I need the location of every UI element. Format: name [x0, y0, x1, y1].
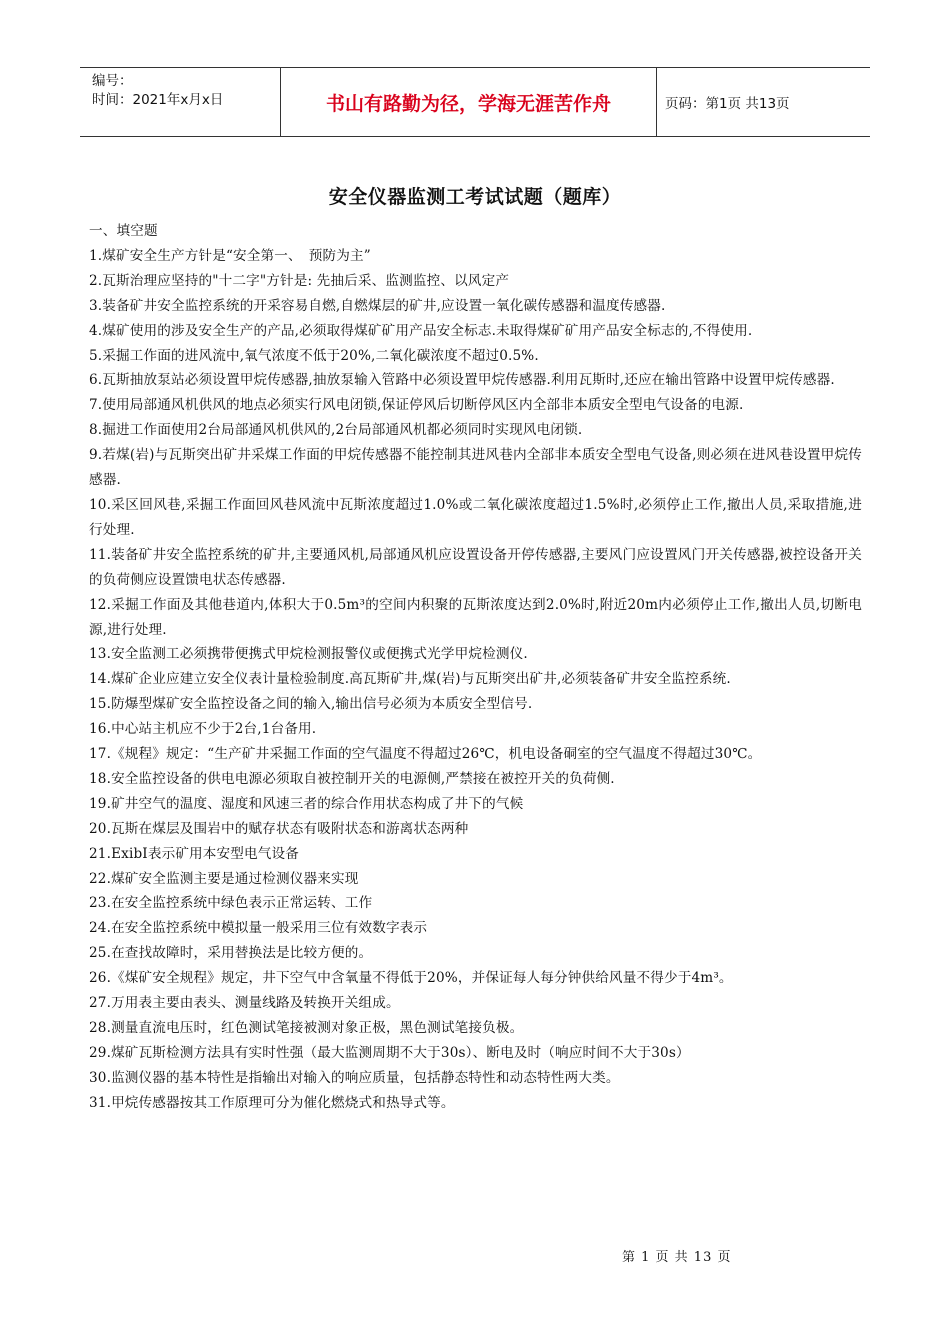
document-title: 安全仪器监测工考试试题（题库） — [328, 186, 622, 208]
question-item: 9.若煤(岩)与瓦斯突出矿井采煤工作面的甲烷传感器不能控制其进风巷内全部非本质安全型电气设备,则必须在进风巷设置甲烷传感器. — [89, 447, 862, 489]
question-item: 14.煤矿企业应建立安全仪表计量检验制度.高瓦斯矿井,煤(岩)与瓦斯突出矿井,必须装备矿井安全监控系统. — [89, 671, 731, 688]
header-motto: 书山有路勤为径，学海无涯苦作舟 — [281, 68, 657, 136]
question-item: 13.安全监测工必须携带便携式甲烷检测报警仪或便携式光学甲烷检测仪. — [89, 646, 528, 663]
page-footer: 第 1 页 共 13 页 — [622, 1250, 732, 1265]
header-meta — [80, 68, 281, 136]
question-item: 26.《煤矿安全规程》规定，井下空气中含氧量不得低于20%，并保证每人每分钟供给风量不得少于4m³。 — [89, 970, 733, 987]
section-heading: 一、填空题 — [89, 223, 158, 239]
question-item: 4.煤矿使用的涉及安全生产的产品,必须取得煤矿矿用产品安全标志.未取得煤矿矿用产品安全标志的,不得使用. — [89, 322, 753, 339]
question-item: 24.在安全监控系统中模拟量一般采用三位有效数字表示 — [89, 920, 428, 937]
question-item: 16.中心站主机应不少于2台,1台备用. — [89, 721, 317, 738]
question-item: 21.ExibI表示矿用本安型电气设备 — [89, 845, 300, 862]
question-item: 25.在查找故障时，采用替换法是比较方便的。 — [89, 945, 373, 962]
question-item: 12.采掘工作面及其他巷道内,体积大于0.5m³的空间内积聚的瓦斯浓度达到2.0%时,附近20m内必须停止工作,撤出人员,切断电源,进行处理. — [89, 596, 862, 638]
question-item: 6.瓦斯抽放泵站必须设置甲烷传感器,抽放泵输入管路中必须设置甲烷传感器.利用瓦斯时,还应在输出管路中设置甲烷传感器. — [89, 372, 835, 389]
question-item: 17.《规程》规定：“生产矿井采掘工作面的空气温度不得超过26℃，机电设备硐室的空气温度不得超过30℃。 — [89, 746, 762, 763]
question-item: 7.使用局部通风机供风的地点必须实行风电闭锁,保证停风后切断停风区内全部非本质安全型电气设备的电源. — [89, 397, 744, 414]
question-item: 10.采区回风巷,采掘工作面回风巷风流中瓦斯浓度超过1.0%或二氧化碳浓度超过1.5%时,必须停止工作,撤出人员,采取措施,进行处理. — [89, 496, 862, 538]
question-item: 27.万用表主要由表头、测量线路及转换开关组成。 — [89, 995, 400, 1012]
question-item: 1.煤矿安全生产方针是“安全第一、 预防为主” — [89, 247, 371, 264]
question-item: 23.在安全监控系统中绿色表示正常运转、工作 — [89, 895, 373, 912]
question-list — [89, 244, 862, 1116]
number-label: 编号： — [92, 73, 133, 89]
question-item: 11.装备矿井安全监控系统的矿井,主要通风机,局部通风机应设置设备开停传感器,主要风门应设置风门开关传感器,被控设备开关的负荷侧应设置馈电状态传感器. — [89, 546, 862, 588]
question-item: 8.掘进工作面使用2台局部通风机供风的,2台局部通风机都必须同时实现风电闭锁. — [89, 422, 583, 439]
question-item: 18.安全监控设备的供电电源必须取自被控制开关的电源侧,严禁接在被控开关的负荷侧. — [89, 770, 615, 787]
question-item: 30.监测仪器的基本特性是指输出对输入的响应质量，包括静态特性和动态特性两大类。 — [89, 1069, 620, 1086]
question-item: 2.瓦斯治理应坚持的"十二字"方针是: 先抽后采、监测监控、以风定产 — [89, 272, 510, 289]
question-item: 5.采掘工作面的进风流中,氧气浓度不低于20%,二氧化碳浓度不超过0.5%. — [89, 347, 539, 364]
page-header — [80, 67, 870, 137]
question-item: 3.装备矿井安全监控系统的开采容易自燃,自燃煤层的矿井,应设置一氧化碳传感器和温度传感器. — [89, 297, 666, 314]
question-item: 20.瓦斯在煤层及围岩中的赋存状态有吸附状态和游离状态两种 — [89, 820, 469, 837]
question-item: 22.煤矿安全监测主要是通过检测仪器来实现 — [89, 870, 359, 887]
question-item: 29.煤矿瓦斯检测方法具有实时性强（最大监测周期不大于30s）、断电及时（响应时间不大于30s） — [89, 1044, 690, 1061]
question-item: 28.测量直流电压时，红色测试笔接被测对象正极，黑色测试笔接负极。 — [89, 1020, 524, 1036]
question-item: 19.矿井空气的温度、湿度和风速三者的综合作用状态构成了井下的气候 — [89, 795, 524, 812]
document-body — [89, 219, 862, 1116]
header-page-info: 页码：第1页 共13页 — [665, 96, 790, 112]
question-item: 15.防爆型煤矿安全监控设备之间的输入,输出信号必须为本质安全型信号. — [89, 696, 533, 713]
question-item: 31.甲烷传感器按其工作原理可分为催化燃烧式和热导式等。 — [89, 1094, 455, 1111]
time-label: 时间：2021年x月x日 — [92, 92, 224, 108]
